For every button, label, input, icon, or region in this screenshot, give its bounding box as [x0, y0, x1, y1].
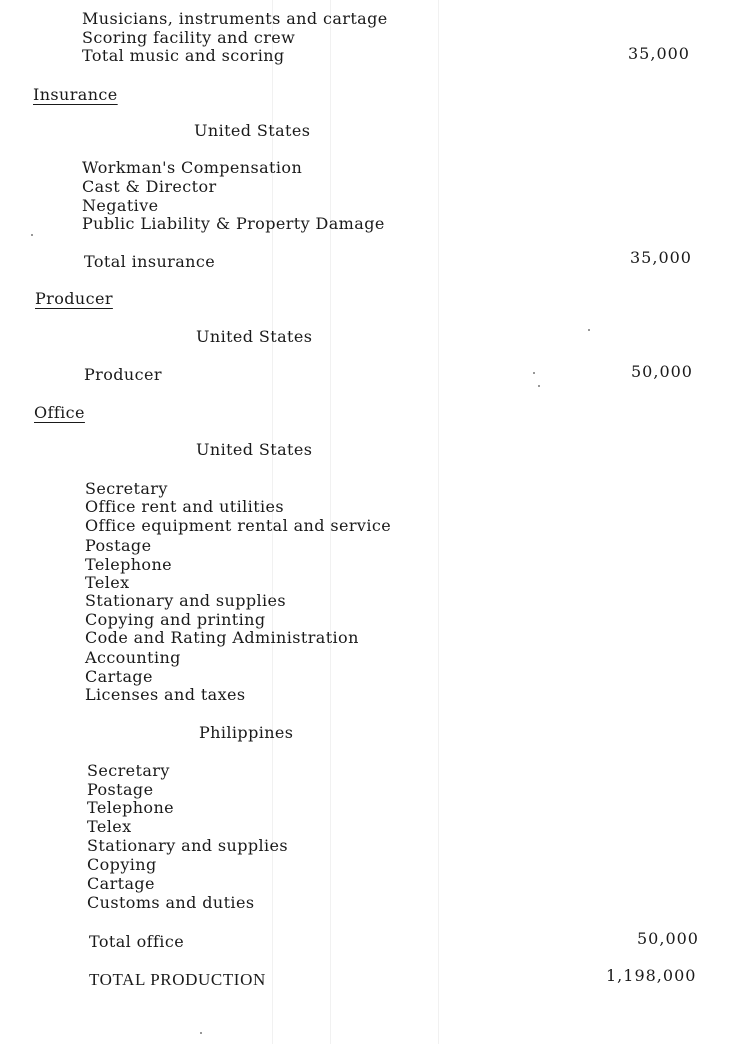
office-us-item: Postage: [85, 536, 152, 555]
office-heading: Office: [34, 403, 85, 422]
office-us-item: Copying and printing: [85, 610, 266, 629]
office-us-item: Stationary and supplies: [85, 591, 287, 610]
office-us-item: Secretary: [85, 479, 168, 498]
insurance-item: Negative: [82, 196, 159, 215]
grand-total-label: TOTAL PRODUCTION: [89, 970, 266, 989]
insurance-total-label: Total insurance: [84, 252, 216, 271]
office-us-item: Telephone: [85, 555, 173, 574]
producer-region: United States: [196, 327, 313, 346]
office-ph-item: Postage: [87, 780, 154, 799]
music-item: Scoring facility and crew: [82, 28, 296, 47]
insurance-heading: Insurance: [33, 85, 118, 104]
office-us-region: United States: [196, 440, 313, 459]
producer-amount: 50,000: [631, 362, 693, 381]
insurance-region: United States: [194, 121, 311, 140]
insurance-item: Public Liability & Property Damage: [82, 214, 385, 233]
grand-total-amount: 1,198,000: [606, 966, 697, 985]
office-us-item: Office equipment rental and service: [85, 516, 392, 535]
producer-heading: Producer: [35, 289, 113, 308]
office-ph-item: Customs and duties: [87, 893, 255, 912]
office-total-amount: 50,000: [637, 929, 699, 948]
music-item: Musicians, instruments and cartage: [82, 9, 388, 28]
scan-speck: [31, 234, 33, 236]
office-ph-item: Secretary: [87, 761, 170, 780]
office-us-item: Office rent and utilities: [85, 497, 285, 516]
office-ph-item: Stationary and supplies: [87, 836, 289, 855]
music-total-amount: 35,000: [628, 44, 690, 63]
office-us-item: Licenses and taxes: [85, 685, 246, 704]
music-total-label: Total music and scoring: [82, 46, 285, 65]
scan-speck: [538, 385, 540, 387]
scan-speck: [533, 372, 535, 374]
office-ph-item: Copying: [87, 855, 157, 874]
office-ph-item: Cartage: [87, 874, 155, 893]
producer-item-label: Producer: [84, 365, 162, 384]
office-us-item: Telex: [85, 573, 130, 592]
insurance-item: Workman's Compensation: [82, 158, 303, 177]
paper-crease: [438, 0, 439, 1044]
office-us-item: Code and Rating Administration: [85, 628, 359, 647]
insurance-item: Cast & Director: [82, 177, 217, 196]
office-total-label: Total office: [89, 932, 185, 951]
office-us-item: Cartage: [85, 667, 153, 686]
office-ph-item: Telephone: [87, 798, 175, 817]
office-ph-region: Philippines: [199, 723, 294, 742]
scan-speck: [200, 1032, 202, 1034]
office-us-item: Accounting: [85, 648, 181, 667]
insurance-total-amount: 35,000: [630, 248, 692, 267]
office-ph-item: Telex: [87, 817, 132, 836]
scan-speck: [588, 329, 590, 331]
